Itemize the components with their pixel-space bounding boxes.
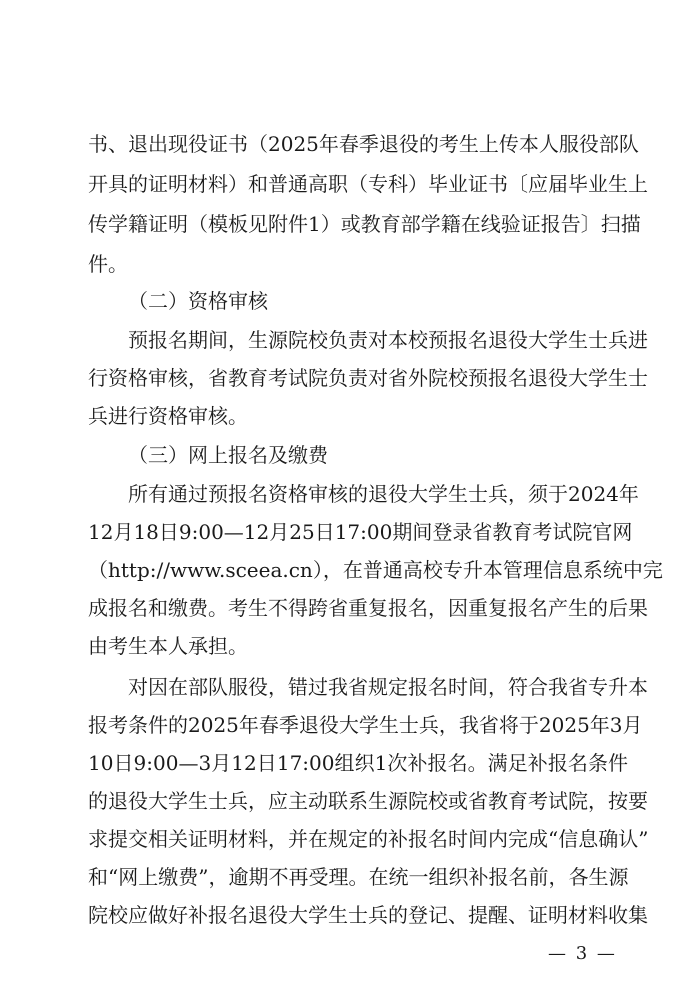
- paragraph-4-line-2: 报考条件的2025年春季退役大学生士兵，我省将于2025年3月: [88, 713, 643, 737]
- paragraph-4-line-7: 院校应做好补报名退役大学生士兵的登记、提醒、证明材料收集: [88, 903, 648, 927]
- section-heading-online-registration: （三）网上报名及缴费: [128, 443, 328, 467]
- paragraph-4-line-5: 求提交相关证明材料，并在规定的补报名时间内完成“信息确认”: [88, 827, 649, 851]
- paragraph-3-line-4: 成报名和缴费。考生不得跨省重复报名，因重复报名产生的后果: [88, 596, 648, 620]
- paragraph-1-line-1: 书、退出现役证书（2025年春季退役的考生上传本人服役部队: [88, 132, 639, 156]
- page-number: — 3 —: [548, 943, 617, 964]
- paragraph-1-line-4: 件。: [88, 252, 128, 276]
- paragraph-3-line-3: （http://www.sceea.cn），在普通高校专升本管理信息系统中完: [88, 558, 663, 582]
- paragraph-3-line-5: 由考生本人承担。: [88, 634, 248, 658]
- paragraph-2-line-3: 兵进行资格审核。: [88, 404, 248, 428]
- paragraph-2-line-2: 行资格审核，省教育考试院负责对省外院校预报名退役大学生士: [88, 366, 648, 390]
- paragraph-3-line-2: 12月18日9:00—12月25日17:00期间登录省教育考试院官网: [88, 520, 633, 544]
- paragraph-4-line-6: 和“网上缴费”，逾期不再受理。在统一组织补报名前，各生源: [88, 865, 629, 889]
- section-heading-qualification-review: （二）资格审核: [128, 289, 268, 313]
- paragraph-4-line-4: 的退役大学生士兵，应主动联系生源院校或省教育考试院，按要: [88, 789, 648, 813]
- paragraph-1-line-3: 传学籍证明（模板见附件1）或教育部学籍在线验证报告〕扫描: [88, 212, 641, 236]
- paragraph-4-line-3: 10日9:00—3月12日17:00组织1次补报名。满足补报名条件: [88, 751, 628, 775]
- paragraph-4-line-1: 对因在部队服役，错过我省规定报名时间，符合我省专升本: [128, 675, 648, 699]
- paragraph-2-line-1: 预报名期间，生源院校负责对本校预报名退役大学生士兵进: [128, 328, 648, 352]
- paragraph-1-line-2: 开具的证明材料）和普通高职（专科）毕业证书〔应届毕业生上: [88, 172, 648, 196]
- paragraph-3-line-1: 所有通过预报名资格审核的退役大学生士兵，须于2024年: [128, 482, 639, 506]
